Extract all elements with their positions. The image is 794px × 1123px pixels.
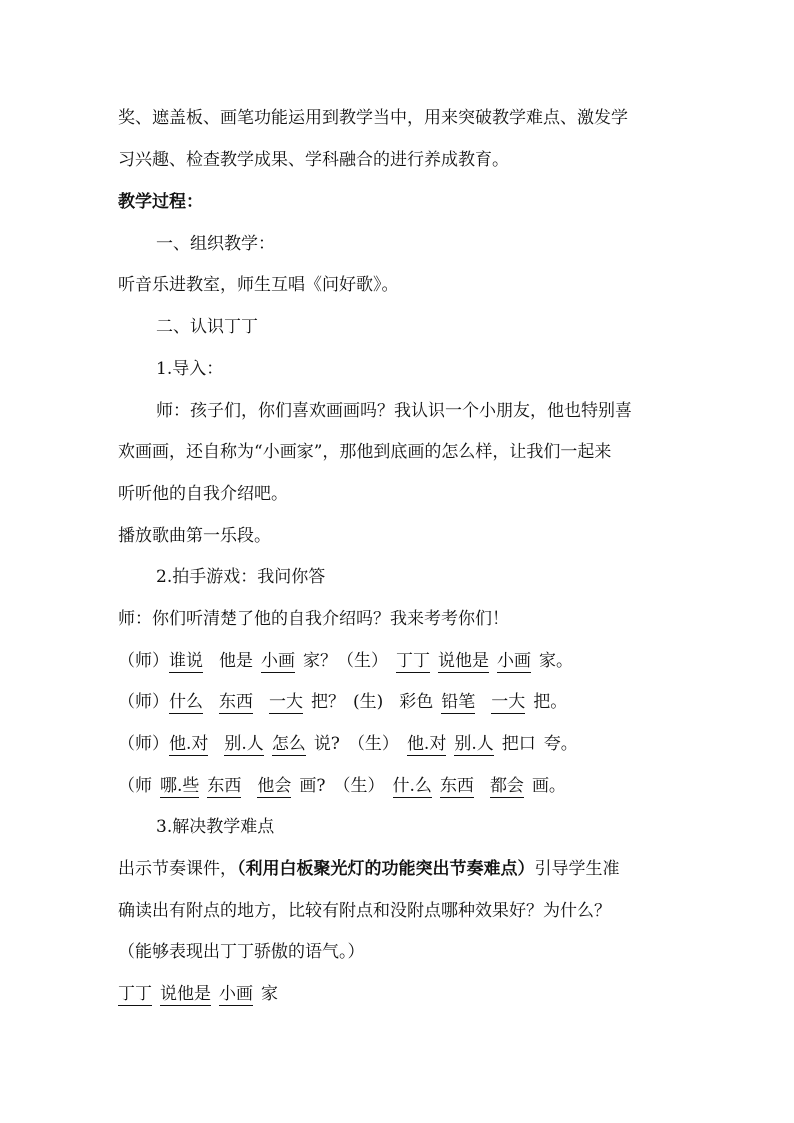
rhythm-word: 哪.些	[160, 776, 200, 796]
rhythm-row	[118, 650, 573, 672]
rhythm-word: 小画	[261, 651, 295, 671]
section1-text: 听音乐进教室，师生互唱《问好歌》。	[118, 275, 399, 295]
rhythm-word: 什.么	[392, 776, 432, 796]
rhythm-word: 丁丁	[396, 651, 430, 671]
rhythm-word: 家	[261, 984, 278, 1004]
step1-text-line-2: 欢画画，还自称为“小画家”，那他到底画的怎么样，让我们一起来	[118, 442, 612, 462]
intro-line-1: 奖、遮盖板、画笔功能运用到教学当中，用来突破教学难点、激发学	[118, 108, 628, 128]
rhythm-word: 画。	[531, 776, 566, 796]
speaker-label: （生）	[333, 776, 385, 796]
step2-heading: 2.拍手游戏：我问你答	[156, 567, 326, 587]
rhythm-word: 小画	[219, 984, 253, 1004]
process-title: 教学过程：	[118, 192, 203, 212]
step2-prompt: 师：你们听清楚了他的自我介绍吗？我来考考你们！	[118, 609, 509, 629]
step3-text-bold: （利用白板聚光灯的功能突出节奏难点）	[237, 859, 535, 879]
rhythm-word: 家。	[539, 651, 573, 671]
step3-text-line-2: 确读出有附点的地方，比较有附点和没附点哪种效果好？为什么？	[118, 901, 611, 921]
rhythm-word: 说他是	[438, 651, 489, 671]
step1-text-line-4: 播放歌曲第一乐段。	[118, 526, 271, 546]
rhythm-word: 把。	[533, 692, 568, 712]
step3-heading: 3.解决教学难点	[156, 817, 275, 837]
rhythm-word: 谁说	[169, 651, 203, 671]
rhythm-word: 小画	[497, 651, 531, 671]
speaker-label: （师）	[118, 692, 169, 712]
rhythm-example	[118, 983, 278, 1005]
rhythm-word: 一大	[269, 692, 303, 712]
rhythm-word: 画?	[299, 776, 326, 796]
rhythm-word: 别.人	[224, 734, 264, 754]
rhythm-word: 他是	[219, 651, 253, 671]
rhythm-row	[118, 775, 566, 797]
section1-heading: 一、组织教学：	[156, 234, 275, 254]
rhythm-word: 家？	[303, 651, 337, 671]
rhythm-word: 他会	[257, 776, 292, 796]
step1-text-line-1: 师：孩子们，你们喜欢画画吗？我认识一个小朋友，他也特别喜	[156, 401, 632, 421]
rhythm-word: 东西	[439, 776, 474, 796]
rhythm-word: 什么	[169, 692, 203, 712]
step1-heading: 1.导入：	[156, 359, 224, 379]
rhythm-word: 他.对	[169, 734, 209, 754]
rhythm-word: 说?	[313, 734, 340, 754]
rhythm-word: 把？	[311, 692, 345, 712]
step3-text-a: 出示节奏课件，	[118, 859, 237, 879]
step3-text-line-3: （能够表现出丁丁骄傲的语气。）	[118, 942, 365, 962]
rhythm-word: 别.人	[454, 734, 494, 754]
rhythm-word: 彩色	[399, 692, 434, 712]
rhythm-word: 一大	[491, 692, 526, 712]
rhythm-word: 铅笔	[441, 692, 476, 712]
rhythm-row	[118, 733, 578, 755]
step1-text-line-3: 听听他的自我介绍吧。	[118, 484, 288, 504]
speaker-label: （师）	[118, 734, 169, 754]
speaker-label: (生)	[353, 692, 384, 712]
rhythm-word: 丁丁	[118, 984, 152, 1004]
intro-line-2: 习兴趣、检查教学成果、学科融合的进行养成教育。	[118, 150, 509, 170]
speaker-label: （生）	[347, 734, 399, 754]
speaker-label: （师	[118, 776, 152, 796]
step3-text-line-1	[118, 858, 620, 880]
rhythm-row	[118, 691, 567, 713]
rhythm-word: 都会	[489, 776, 524, 796]
step3-text-b: 引导学生准	[534, 859, 620, 879]
rhythm-word: 说他是	[160, 984, 211, 1004]
rhythm-word: 怎么	[271, 734, 306, 754]
section2-heading: 二、认识丁丁	[156, 317, 258, 337]
rhythm-word: 东西	[219, 692, 253, 712]
rhythm-word: 把口	[501, 734, 536, 754]
rhythm-word: 他.对	[406, 734, 447, 754]
speaker-label: （生）	[337, 651, 388, 671]
speaker-label: （师）	[118, 651, 169, 671]
rhythm-word: 夸。	[543, 734, 578, 754]
rhythm-word: 东西	[207, 776, 242, 796]
